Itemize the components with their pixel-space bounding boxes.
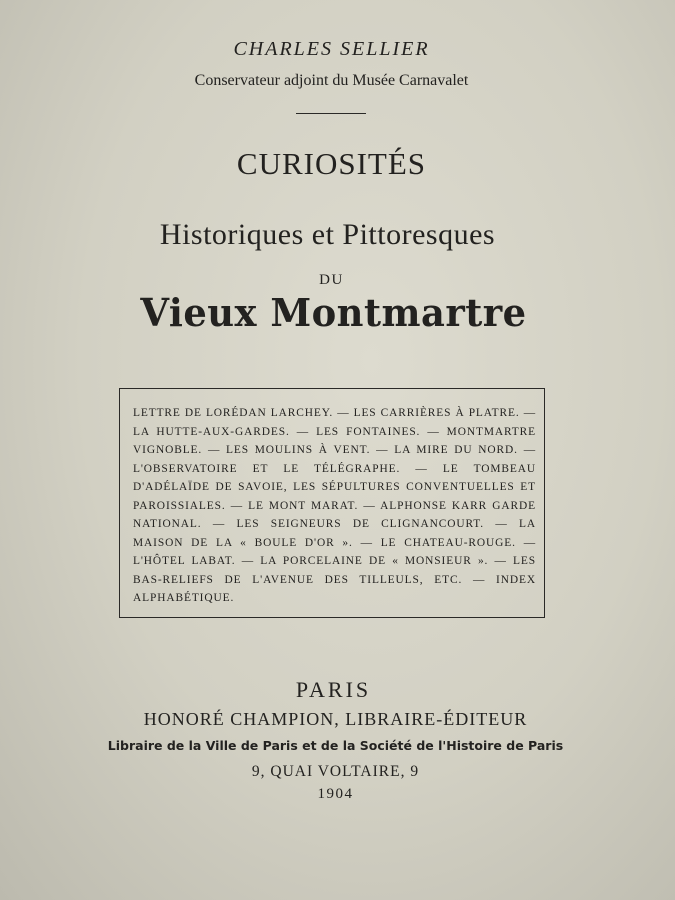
imprint-address: 9, QUAI VOLTAIRE, 9 [251,763,420,780]
imprint-publisher: HONORÉ CHAMPION, LIBRAIRE-ÉDITEUR [143,709,528,729]
imprint-year: 1904 [317,786,354,802]
contents-box [119,388,545,618]
title-line-2: Historiques et Pittoresques [159,218,496,251]
author-role: Conservateur adjoint du Musée Carnavalet [194,72,469,89]
title-line-3: DU [319,272,344,288]
contents-text: LETTRE DE LORÉDAN LARCHEY. — LES CARRIÈRES À PLATRE. — LA HUTTE-AUX-GARDES. — LES FONTAINES. — MONTMARTRE VIGNOBLE. — LES MOULINS À VENT. — LA MIRE DU NORD. — L'OBSERVATOIRE ET LE TÉLÉGRAPHE. — LE TOMBEAU D'ADÉLAÏDE DE SAVOIE, LES SÉPULTURES CONVENTUELLES ET PAROISSIALES. — LE MONT MARAT. — ALPHONSE KARR GARDE NATIONAL. — LES SEIGNEURS DE CLIGNANCOURT. — LA MAISON DE LA « BOULE D'OR ». — LE CHATEAU-ROUGE. — L'HÔTEL LABAT. — LA PORCELAINE DE « MONSIEUR ». — LES BAS-RELIEFS DE L'AVENUE DES TILLEULS, ETC. — INDEX ALPHABÉTIQUE. [133,407,536,604]
imprint-city: PARIS [295,677,372,702]
title-line-4: Vieux Montmartre [140,290,527,335]
title-line-1: CURIOSITÉS [236,146,427,181]
imprint-publisher-subtitle: Libraire de la Ville de Paris et de la Société de l'Histoire de Paris [107,738,564,753]
author-name: CHARLES SELLIER [233,38,430,60]
divider-rule [296,113,366,114]
